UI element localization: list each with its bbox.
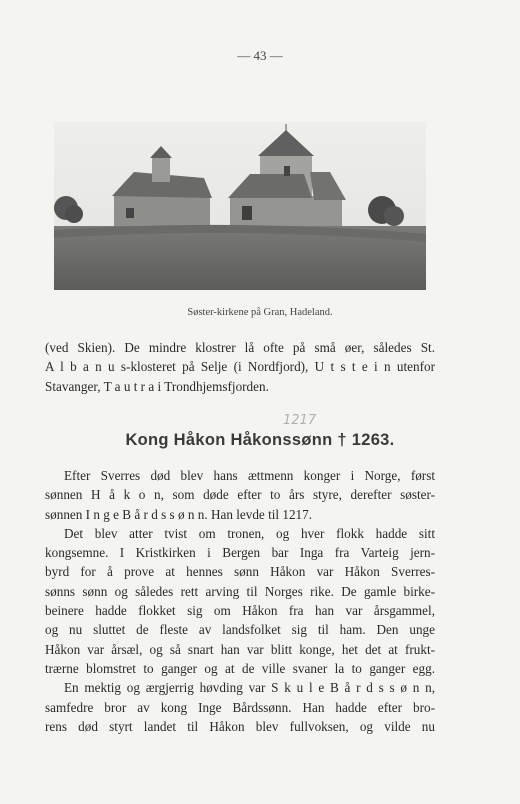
text-line: rens død styrt landet til Håkon blev fullvoksen, og vilde nu	[45, 718, 435, 734]
text-line	[45, 377, 435, 396]
text-line: byrd for å prove at hennes sønn Håkon var Håkon Sverres-	[45, 564, 435, 580]
church-photo-icon	[54, 122, 426, 290]
text-segment: sønnen	[45, 487, 83, 503]
text-line: Efter Sverres død blev hans ættmenn konger i Norge, først	[64, 468, 435, 483]
spaced-name: U t s t e i n	[314, 359, 391, 375]
spaced-name: H å k o n,	[90, 487, 164, 503]
pencil-annotation: 1217	[283, 413, 317, 428]
spaced-name: S k u l e B å r d s s ø n n,	[271, 680, 435, 696]
page-number: — 43 —	[237, 48, 283, 63]
text-line: kongsemne. I Kristkirken i Bergen bar Inga fra Varteig jern-	[45, 545, 435, 561]
text-line	[45, 678, 435, 697]
text-segment: sønnen	[45, 506, 83, 522]
intro-paragraph	[45, 338, 435, 396]
text-line: trærne blomstret to ganger og at de ville svaner la to ganger egg.	[45, 660, 435, 676]
spaced-name: A l b a n u s	[45, 359, 127, 375]
text-line	[45, 485, 435, 504]
section-heading: Kong Håkon Håkonssønn † 1263.	[125, 431, 395, 449]
photo-caption: Søster-kirkene på Gran, Hadeland.	[187, 307, 333, 318]
body-paragraph	[45, 466, 435, 736]
spaced-name: I n g e B å r d s s ø n n.	[85, 506, 208, 522]
text-line	[45, 357, 435, 376]
text-line: Håkon var årsæl, og så snart han var blitt konge, het det at frukt-	[45, 641, 435, 657]
text-segment: -klosteret på Selje (i Nordfjord),	[126, 359, 309, 375]
text-line: og nu sluttet de fleste av landsfolket sig til ham. Den unge	[45, 622, 435, 638]
text-segment: Stavanger,	[45, 378, 101, 394]
text-line: Det blev atter tvist om tronen, og hver flokk hadde sitt	[64, 525, 435, 541]
spaced-name: T a u t r a	[103, 378, 155, 394]
text-segment: Han levde til 1217.	[210, 506, 313, 522]
church-photo	[54, 122, 426, 290]
text-line: beinere hadde flokket sig om Håkon fra han var årsgammel,	[45, 603, 435, 619]
text-segment: i Trondhjemsfjorden.	[157, 378, 269, 394]
text-segment: utenfor	[396, 359, 435, 375]
text-segment: En mektig og ærgjerrig høvding var	[64, 680, 266, 696]
text-line: sønns sønn og således rett arving til Norges rike. De gamle birke-	[45, 583, 435, 599]
text-line: (ved Skien). De mindre klostrer lå ofte på små øer, således St.	[45, 340, 435, 355]
text-line	[45, 505, 435, 524]
text-segment: som døde efter to års styre, derefter søster-	[172, 487, 435, 503]
text-line: samfedre bror av kong Inge Bårdssønn. Han hadde efter bro-	[45, 699, 435, 715]
